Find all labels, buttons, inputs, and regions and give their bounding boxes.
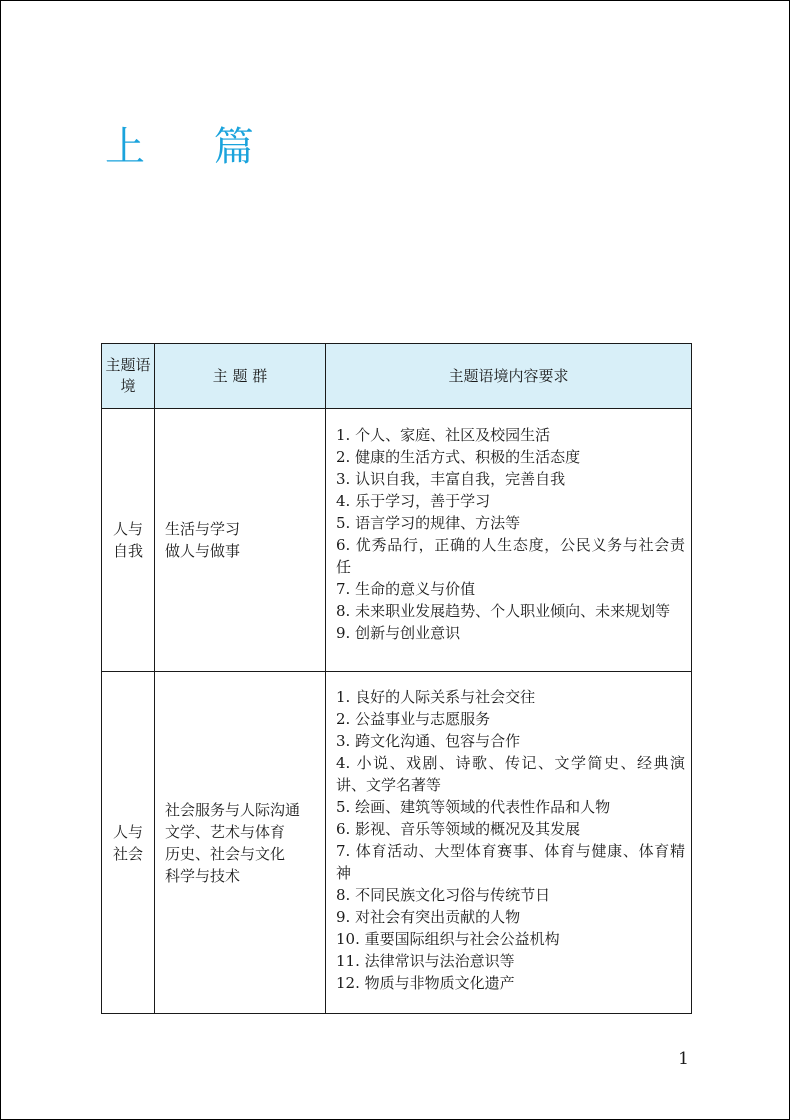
requirement-item: 2. 公益事业与志愿服务 xyxy=(336,710,491,728)
group-item: 历史、社会与文化 xyxy=(165,844,286,863)
table-header-row xyxy=(102,344,692,409)
header-context xyxy=(102,344,155,409)
table-row-self xyxy=(102,409,692,672)
header-context-label: 主题语境 xyxy=(105,356,151,395)
group-list xyxy=(165,799,325,887)
header-requirements-label: 主题语境内容要求 xyxy=(448,366,569,385)
requirement-item: 4. 小说、戏剧、诗歌、传记、文学简史、经典演讲、文学名著等 xyxy=(336,754,685,794)
requirement-item: 7. 体育活动、大型体育赛事、体育与健康、体育精神 xyxy=(336,842,685,882)
requirement-item: 8. 未来职业发展趋势、个人职业倾向、未来规划等 xyxy=(336,602,671,620)
header-group-label: 主 题 群 xyxy=(212,366,268,385)
requirement-item: 2. 健康的生活方式、积极的生活态度 xyxy=(336,448,581,466)
context-cell xyxy=(102,409,155,672)
requirement-item: 9. 对社会有突出贡献的人物 xyxy=(336,908,521,926)
requirements-list xyxy=(336,424,685,644)
requirement-item: 12. 物质与非物质文化遗产 xyxy=(336,974,515,992)
header-group xyxy=(155,344,326,409)
group-list xyxy=(165,518,325,562)
context-label: 人与自我 xyxy=(112,520,143,560)
requirement-item: 4. 乐于学习，善于学习 xyxy=(336,492,491,510)
group-item: 做人与做事 xyxy=(165,542,241,560)
requirement-item: 11. 法律常识与法治意识等 xyxy=(336,952,515,970)
requirement-item: 6. 影视、音乐等领域的概况及其发展 xyxy=(336,820,581,838)
requirement-item: 1. 个人、家庭、社区及校园生活 xyxy=(336,426,551,444)
group-cell xyxy=(155,409,326,672)
requirement-item: 7. 生命的意义与价值 xyxy=(336,580,476,598)
group-item: 社会服务与人际沟通 xyxy=(165,800,301,819)
requirement-item: 5. 绘画、建筑等领域的代表性作品和人物 xyxy=(336,798,611,816)
section-title: 上 篇 xyxy=(105,124,282,170)
requirement-item: 6. 优秀品行，正确的人生态度，公民义务与社会责任 xyxy=(336,536,685,576)
requirement-item: 5. 语言学习的规律、方法等 xyxy=(336,514,521,532)
requirement-item: 10. 重要国际组织与社会公益机构 xyxy=(336,930,560,948)
group-item: 文学、艺术与体育 xyxy=(165,822,286,841)
requirement-item: 1. 良好的人际关系与社会交往 xyxy=(336,688,536,706)
group-cell xyxy=(155,672,326,1014)
requirement-item: 9. 创新与创业意识 xyxy=(336,624,461,642)
table-row-society xyxy=(102,672,692,1014)
header-requirements xyxy=(326,344,692,409)
requirements-list xyxy=(336,686,685,994)
topic-context-table xyxy=(101,343,692,1014)
group-item: 生活与学习 xyxy=(165,520,241,538)
page-number: 1 xyxy=(678,1049,689,1069)
requirements-cell xyxy=(326,409,692,672)
requirement-item: 3. 跨文化沟通、包容与合作 xyxy=(336,732,521,750)
context-cell xyxy=(102,672,155,1014)
requirement-item: 8. 不同民族文化习俗与传统节日 xyxy=(336,886,551,904)
requirements-cell xyxy=(326,672,692,1014)
group-item: 科学与技术 xyxy=(165,866,241,885)
context-label: 人与社会 xyxy=(112,822,143,863)
requirement-item: 3. 认识自我，丰富自我，完善自我 xyxy=(336,470,566,488)
